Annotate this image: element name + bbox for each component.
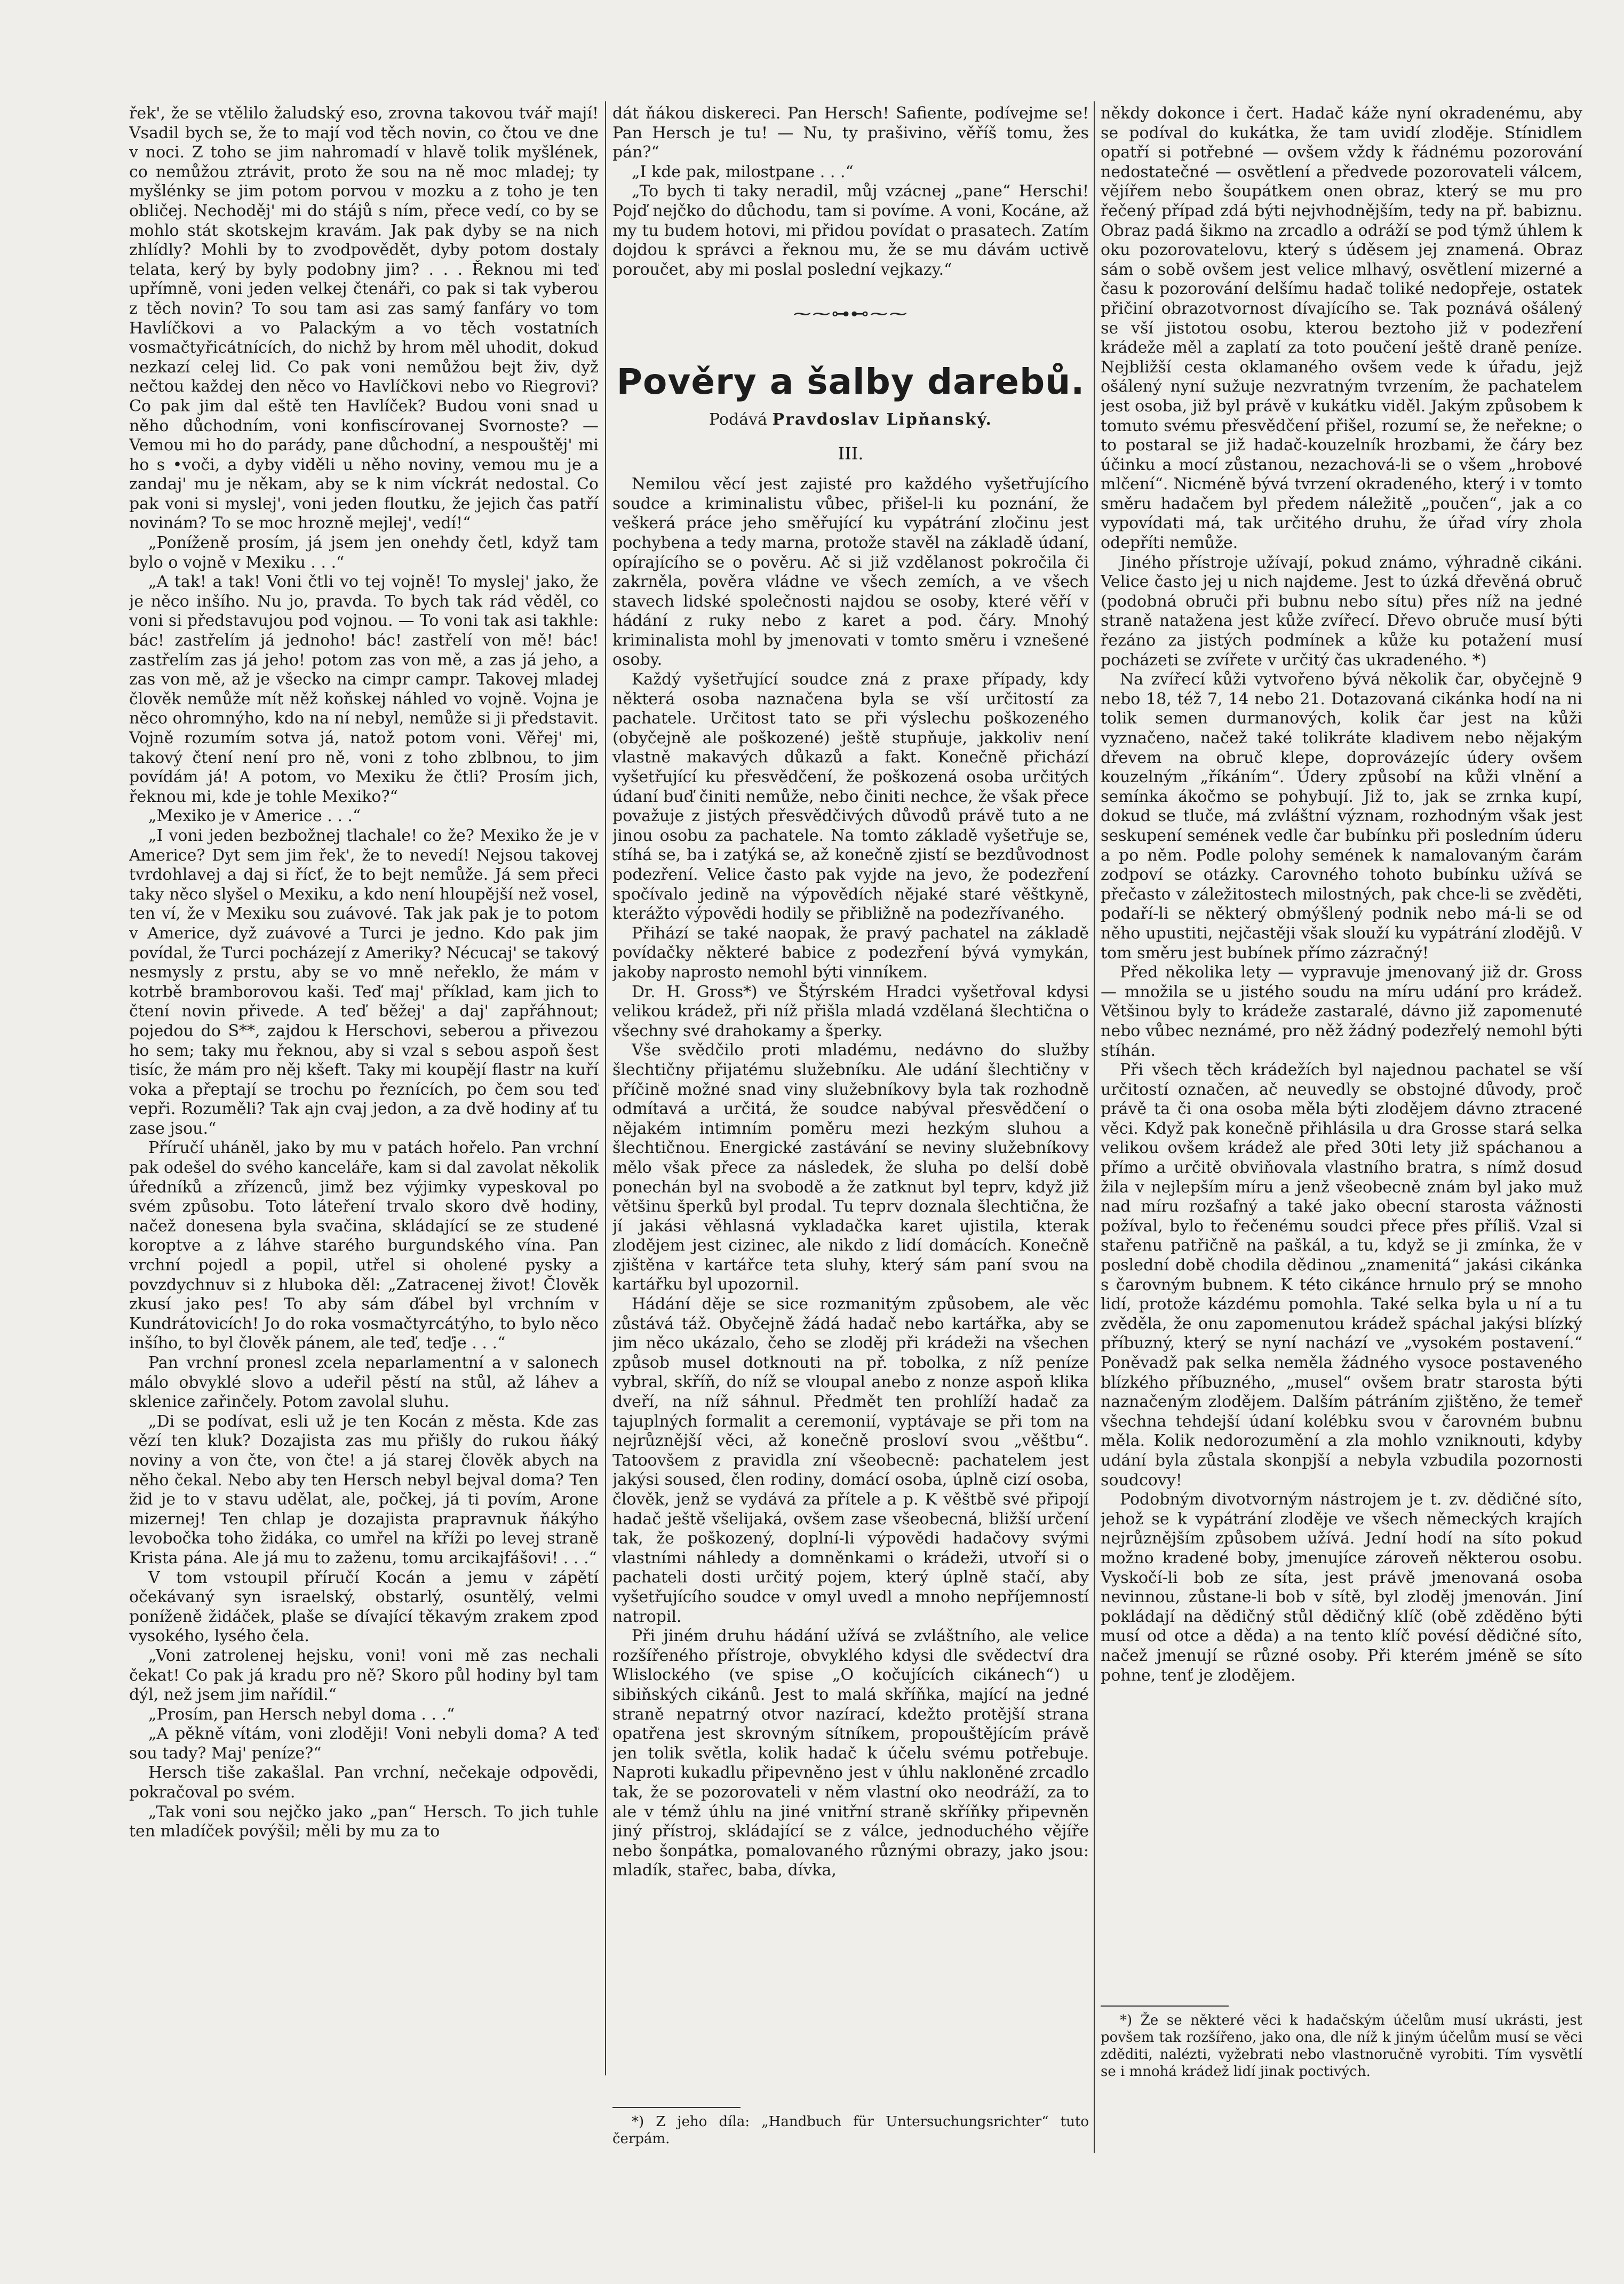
article-title: Pověry a šalby darebů. [616, 361, 1085, 402]
column-2 [612, 104, 1089, 2147]
paragraph: Nemilou věcí jest zajisté pro každého vyšetřujícího soudce a kriminalistu vůbec, přišel-li ku poznání, že veškerá práce jeho směřující ku vypátrání zločinu jest pochybena a tedy marna, protože stavěl na základě údaní, opírajícího se o pověru. Ač si již vzdělanost pokročila či zakrněla, pověra vládne ve všech zemích, a ve všech stavech lidské společnosti najdou se osoby, které věří v hádání z ruky nebo z karet a pod. čáry. Mnohý kriminalista mohl by jmenovati v tomto směru i vznešené osoby. [612, 475, 1089, 670]
column-3 [1101, 104, 1582, 2147]
column-divider-2 [1094, 101, 1095, 2153]
paragraph: někdy dokonce i čert. Hadač káže nyní okradenému, aby se podíval do kukátka, že tam uvidí zloděje. Stínidlem opatří si potřebné — ovšem vždy k řádnému pozorování nedostatečné — osvětlení a předvede pozorovateli válcem, vějířem nebo šoupátkem onen obraz, který se mu pro řečený případ zdá býti nejvhodnějším, tedy na př. babiznu. Obraz padá šikmo na zrcadlo a odráží se pod týmž úhlem k oku pozorovatelovu, který s úděsem jej znamená. Obraz sám o sobě ovšem jest velice mlhavý, osvětlení mizerné a času k pozorování delšímu hadač toliké nedopřeje, ostatek přičiní obrazotvornost dívajícího se. Tak poznává ošálený se vší jistotou osobu, kterou beztoho již v podezření krádeže měl a zaplatí za toto poučení ještě draně peníze. Nejbližší cesta oklamaného ovšem vede k úřadu, jejž ošálený nyní sužuje nezvratným tvrzením, že pachatelem jest osoba, již byl právě v kukátku viděl. Jakým způsobem k tomuto svému přesvědčení přišel, rozumí se, že neřekne; o to postaral se již hadač-kouzelník hrozbami, že čáry bez účinku a mocí zůstanou, nezachová-li se o všem „hrobové mlčení“. Nicméně bývá tvrzení okradeného, který i v tomto směru hadačem byl předem náležitě „poučen“, jak a co vypovídati má, tak určitého druhu, že úřad víry zhola odepříti nemůže. [1101, 104, 1582, 553]
paragraph: Jiného přístroje užívají, pokud známo, výhradně cikáni. Velice často jej u nich najdeme. Jest to úzká dřevěná obruč (podobná obruči při bubnu nebo sítu) přes níž na jedné straně natažena jest kůže zvířecí. Dřevo obruče musí býti řezáno za jistých podmínek a kůže ku potažení musí pocházeti se zvířete v určitý čas ukradeného. *) [1101, 553, 1582, 670]
paragraph: dát ňákou diskereci. Pan Hersch! Safiente, podívejme se! Pan Hersch je tu! — Nu, ty prašivino, věříš tomu, žes pán?“ [612, 104, 1089, 162]
paragraph: Každý vyšetřující soudce zná z praxe případy, kdy některá osoba naznačena byla se vší určitostí za pachatele. Určitost tato se při výslechu poškozeného (obyčejně ale poškozené) ještě stupňuje, jakkoliv není vlastně makavých důkazů a fakt. Konečně přichází vyšetřující ku přesvědčení, že poškozená osoba určitých údaní buď činiti nemůže, nebo činiti nechce, že však přece považuje z jistých přesvědčivých důvodů právě tuto a ne jinou osobu za pachatele. Na tomto základě vyšetřuje se, stíhá se, ba i zatýká se, až konečně zjistí se bezdůvodnost podezření. Velice často pak vyjde na jevo, že podezření spočívalo jedině na výpovědích nějaké staré věštkyně, kterážto výpovědi hodily se přibližně na podezřívaného. [612, 670, 1089, 924]
paragraph: „Poníženě prosím, já jsem jen onehdy četl, když tam bylo o vojně v Mexiku . . .“ [129, 534, 599, 572]
paragraph: řek', že se vtělilo žaludský eso, zrovna takovou tvář mají! Vsadil bych se, že to mají vod těch novin, co čtou ve dne v noci. Z toho se jim nahromadí v hlavě tolik myšlének, co nemůžou ztrávit, proto že sou na ně moc mladej; ty myšlénky se jim potom porvou v mozku a z toho je ten obličej. Nechoděj' mi do stájů s ním, přece vedí, co by se mohlo stát skotskejm kravám. Jak pak dyby se na nich zhlídly? Mohli by to zvodpovědět, dyby potom dostaly telata, kerý by byly podobny jim? . . . Řeknou mi teď upřímně, voni jeden velkej čtenáři, co pak si tak vyberou z těch novin? To sou tam asi zas samý fanfáry vo tom Havlíčkovi a vo Palackým a vo těch vostatních vosmačtyřicátnících, do nichž by hrom měl uhodit, dokud nezkazí celej lid. Co pak voni nemůžou bejt živ, dyž nečtou každej den něco vo Havlíčkovi nebo vo Riegrovi? Co pak jim dal eště ten Havlíček? Budou voni snad u něho důchodním, voni konfiscírovanej Svornoste? — Vemou mi ho do parády, pane důchodní, a nespouštěj' mi ho s •voči, a dyby viděli u něho noviny, vemou mu je a zandaj' mu je někam, aby se k nim víckrát nedostal. Co pak voni si myslej', voni jeden floutku, že jejich čas patří novinám? To se moc hrozně mejlej', vedí!“ [129, 104, 599, 533]
paragraph: Vše svědčilo proti mladému, nedávno do služby šlechtičny přijatému služebníku. Ale udání šlechtičny v příčině možné snad viny služebníkovy byla tak rozhodně odmítavá a určitá, že soudce nabýval přesvědčení o nějakém intimním poměru mezi hezkým sluhou a šlechtičnou. Energické zastávání se neviny služebníkovy mělo však přece za následek, že sluha po delší době ponechán byl na svobodě a že zatknut byl teprv, když již většinu šperků byl prodal. Tu teprv doznala šlechtična, že jí jakási věhlasná vykladačka karet ujistila, kterak zlodějem jest cizinec, ale nikdo z lidí domácích. Konečně zjištěna v kartářce tetа sluhy, který sám paní svou na kartářku byl upozornil. [612, 1041, 1089, 1294]
paragraph: „To bych ti taky neradil, můj vzácnej „pane“ Herschi! Pojď nejčko do důchodu, tam si povíme. A voni, Kocáne, až my tu budem hotovi, mi přidou povídat o prasatech. Zatím dojdou k správci a řeknou mu, že se mu dávám uctivě poroučet, aby mi poslal poslední vejkazy.“ [612, 182, 1089, 279]
paragraph: Hersch tiše zakašlal. Pan vrchní, nečekaje odpovědi, pokračoval po svém. [129, 1763, 599, 1802]
paragraph: Na zvířecí kůži vytvořeno bývá několik čar, obyčejně 9 nebo 18, též 7, 14 nebo 21. Dotazovaná cikánka hodí na ni tolik semen durmanových, kolik čar jest na kůži vyznačeno, načež také tolikráte kladivem nebo nějakým dřevem na obruč klepe, doprovázejíc údery ovšem kouzelným „říkáním“. Údery způsobí na kůži vlnění a semínka ákočmo se pohybují. Již to, jak se zrnka kupí, dokud se tluče, má zvláštní význam, rozhodným však jest seskupení semének vedle čar bubínku při posledním úderu a po něm. Podle polohy semének k namalovaným čarám zodpoví se otázky. Carovného tohoto bubínku užívá se přečasto v záležitostech milostných, pak chce-li se zvěděti, podaří-li se některý obmýšlený podnik nebo má-li se od něho upustiti, nejčastěji však slouží ku vypátrání zlodějů. V tom směru jest bubínek přímo zázračný! [1101, 670, 1582, 962]
paragraph: „Mexiko je v Americe . . .“ [148, 807, 361, 826]
byline-prefix: Podává [709, 410, 767, 429]
byline-author: Pravdoslav Lipňanský. [772, 410, 992, 429]
column-divider-1 [605, 101, 606, 2075]
paragraph: Při jiném druhu hádání užívá se zvláštního, ale velice rozšířeného přístroje, obvyklého kdysi dle svědectví dra Wlislockého (ve spise „O kočujících cikánech“) u sibiňských cikánů. Jest to malá skříňka, mající na jedné straně nepatrný otvor nazírací, kdežto protější strana opatřena jest skrovným sítníkem, propouštějícím právě jen tolik světla, kolik hadač k účelu svému potřebuje. Naproti kukadlu připevněno jest v úhlu nakloněné zrcadlo tak, že se pozorovateli v něm vlastní oko neodráží, za to ale v témž úhlu na jiné vnitřní straně skříňky připevněn jiný přístroj, skládající se z válce, jednoduchého vějíře nebo šonpátka, pomalovaného různými obrazy, jako jsou: mladík, stařec, baba, dívka, [612, 1627, 1089, 1880]
paragraph: „A pěkně vítám, voni zloději! Voni nebyli doma? A teď sou tady? Maj' peníze?“ [129, 1724, 599, 1763]
paragraph: V tom vstoupil příručí Kocán a jemu v zápětí očekávaný syn israelský, obstarlý, osuntělý, velmi poníženě židáček, plaše se dívající těkavým zrakem zpod vysokého, lysého čela. [129, 1568, 599, 1646]
paragraph: Příručí uháněl, jako by mu v patách hořelo. Pan vrchní pak odešel do svého kanceláře, kam si dal zavolat několik úředníků a zřízenců, jimž bez výjimky vypeskoval po svém způsobu. Toto láteření trvalo skoro dvě hodiny, načež donesena byla svačina, skládající se ze studené koroptve a z láhve starého burgundského vína. Pan vrchní pojedl a popil, utřel si oholené pysky a povzdychnuv si z hluboka děl: „Zatracenej život! Člověk zkusí jako pes! To aby sám ďábel byl vrchním v Kundrátovicích! Jo do roka vosmačtyrcátýho, to bylo něco inšího, to byl člověk pánem, ale teď, teďje . . .“ [129, 1139, 599, 1353]
footnote: *) Z jeho díla: „Handbuch für Untersuchungsrichter“ tuto čerpám. [612, 2114, 1089, 2147]
paragraph: „Tak voni sou nejčko jako „pan“ Hersch. To jich tuhle ten mladíček povýšil; měli by mu za to [129, 1802, 599, 1841]
paragraph: Dr. H. Gross*) ve Štýrském Hradci vyšetřoval kdysi velikou krádež, při níž přišla mladá vzdělaná šlechtična o všechny své drahokamy a šperky. [612, 982, 1089, 1040]
paragraph: „Di se podívat, esli už je ten Kocán z města. Kde zas vězí ten kluk? Dozajista zas mu přišly do rukou ňáký noviny a von čte, von čte! a já starej člověk abych na něho čekal. Nebo aby ten Hersch nebyl bejval doma? Ten žid je to v stavu udělat, ale, počkej, já ti povím, Arone mizernej! Ten chlap je dozajista prapravnuk ňákýho levobočka toho židáka, co umřel na kříži po levej straně Krista pána. Ale já mu to zaženu, tomu arcikajfášovi! . . .“ [129, 1412, 599, 1567]
article-byline [612, 410, 1089, 430]
paragraph: Pan vrchní pronesl zcela neparlamentní a v salonech málo obvyklé slovo a udeřil pěstí na stůl, až láhev a sklenice zařinčely. Potom zavolal sluhu. [129, 1354, 599, 1412]
paragraph: Hádání děje se sice rozmanitým způsobem, ale věc zůstává táž. Obyčejně žádá hadač nebo kartářka, aby se jim něco ukázalo, čeho se zloděj při krádeži na všechen způsob musel dotknouti na př. tobolka, z níž peníze vybral, skříň, do níž se vloupal anebo z nonze aspoň klika dveří, na níž sáhnul. Předmět ten prohlíží hadač za tajuplných formalit a ceremonií, vyptávaje se při tom na nejrůznější věci, až konečně prosloví svou „věštbu“. Tatoovšem z pravidla zní všeobecně: pachatelem jest jakýsi soused, člen rodiny, domácí osoba, úplně cizí osoba, člověk, jenž se vydává za přítele a p. K věštbě své připojí hadač ještě všelijaká, ovšem zase všeobecná, bližší určení tak, že poškozený, doplní-li výpovědi hadačovy svými vlastními náhledy a domněnkami o krádeži, utvoří si o pachateli dosti určitý pojem, který úplně stačí, aby vyšetřujícího soudce v omyl uvedl a mnoho nepříjemností natropil. [612, 1295, 1089, 1626]
paragraph: „I kde pak, milostpane . . .“ [632, 162, 854, 181]
paragraph: Přihází se také naopak, že pravý pachatel na základě povídačky některé babice z podezření bývá vymykán, jakoby naprosto nemohl býti vinníkem. [612, 924, 1089, 982]
footnote: *) Že se některé věci k hadačským účelům musí ukrásti, jest povšem tak rozšířeno, jako ona, dle níž k jiným účelům musí se věci zděditi, nalézti, vyžebrati nebo vlastnoručně vyrobiti. Tím vysvětlí se i mnohá krádež lidí jinak poctivých. [1101, 2012, 1582, 2080]
paragraph: Při všech těch krádežích byl najednou pachatel se vší určitostí označen, ač neuvedly se obstojné důvody, proč právě ta či ona osoba měla býti zlodějem dávno ztracené věci. Když pak konečně přihlásila u dra Grosse stará selka velikou ovšem krádež ale před 30ti lety již spáchanou a přímo a určitě obviňovala vlastního bratra, s nímž dosud žila v nejlepším míru a jenž všeobecně znám byl jako muž nad míru rozšafný a také jako obecní starosta vážnosti požíval, bylo to řečenému soudci přece přes příliš. Vzal si stařenu patřičně na paškál, a tu, když se ji zmínka, že v poslední době chodila dědinou „znamenitá“ jakási cikánka s čarovným bubnem. K této cikánce hrnulo prý se mnoho lidí, protože kázdému pomohla. Také selka byla u ní a tu zvěděla, že onu zapomenutou krádež spáchal jakýsi blízký příbuzný, který se nyní nachází ve „vysokém postavení.“ Poněvadž pak selka neměla žádného vysoce postaveného blízkého příbuzného, „musel“ ovšem bratr starosta býti naznačeným zlodějem. Dalším pátráním zjištěno, že temeř všechna tehdejší údaní kolébku svou v čarovném bubnu měla. Kolik nedorozumění a zla mohlo vzniknouti, kdyby udání byla zůstala skonpjší a nebyla vzbudila pozornosti soudcovy! [1101, 1061, 1582, 1490]
paragraph: Podobným divotvorným nástrojem je t. zv. dědičné síto, jehož se k vypátrání zloděje ve všech německých krajích nejrůznějším způsobem užívá. Jední hodí na síto pokud možno kradené boby, jmenujíce zároveň některou osobu. Vyskočí-li bob ze síta, jest právě jmenovaná osoba nevinnou, zůstane-li bob v sítě, byl zloděj jmenován. Jiní pokládají na dědičný stůl dědičný klíč (obě zděděno býti musí od otce a děda) a na tento klíč povésí dědičné síto, načež jmenují se různé osoby. Při kterém jméně se síto pohne, tenť je zlodějem. [1101, 1490, 1582, 1685]
paragraph: „Prosím, pan Hersch nebyl doma . . .“ [148, 1705, 455, 1724]
footnote-block [612, 2099, 1089, 2147]
footnote-rule [1101, 2006, 1229, 2007]
part-number: III. [838, 443, 864, 464]
paragraph: Před několika lety — vypravuje jmenovaný již dr. Gross — množila se u jistého soudu na míru udání pro krádež. Většinou byly to krádeže zastaralé, dávno již zapomenuté nebo vůbec neznámé, pro něž žádný podezřelý nemohl býti stíhán. [1101, 963, 1582, 1060]
paragraph: „A tak! a tak! Voni čtli vo tej vojně! To myslej' jako, že je něco inšího. Nu jo, pravda. To bych tak rád věděl, co voni si představujou pod vojnou. — To voni tak asi takhle: bác! zastřelím já jednoho! bác! zastřelí von mě! bác! zastřelím zas já jeho! potom zas von mě, a zas já jeho, a zas von mě, až je všecko na cimpr campr. Takovej mladej člověk nemůže mít něž koňskej náhled vo vojně. Vojna je něco ohromnýho, kdo na ní nebyl, nemůže si ji představit. Vojně rozumím sotva já, natož potom voni. Věřej' mi, takový čtení není pro ně, voni z toho zblbnou, to jim povídám já! A potom, vo Mexiku že čtli? Prosím jich, řeknou mi, kde je tohle Mexiko?“ [129, 572, 599, 806]
section-ornament: ⁓⁓⊶⊷⁓⁓ [793, 303, 909, 325]
footnote-block [1101, 1998, 1582, 2080]
footnote-rule [612, 2107, 741, 2108]
column-1 [129, 104, 599, 2147]
paragraph: „I voni jeden bezbožnej tlachale! co že? Mexiko že je v Americe? Dyt sem jim řek', že to nevedí! Nejsou takovej tvrdohlavej a daj si řícť, že to bejt nemůže. Já sem přeci taky něco slyšel o Mexiku, a kdo není hloupější než vosel, ten ví, že v Mexiku sou zuávové. Tak jak pak je to potom v Americe, dyž zuávové a Turci je jedno. Kdo pak jim povídal, že Turci pocházejí z Ameriky? Nécucaj' se takový nesmysly z prstu, aby se vo mně neřeklo, že mám v kotrbě bramborovou kaši. Teď maj' příklad, kam jich to čtení novin přivede. A teď běžej' a daj' zapřáhnout; pojedou do S**, zajdou k Herschovi, seberou a přivezou ho sem; taky mu řeknou, aby si vzal s sebou aspoň šest tisíc, že mám pro něj kšeft. Taky mi koupějí flastr na kuří voka a přeptají se trochu po řeznících, po čem sou teď vepři. Rozuměli? Tak ajn cvaj jedon, a za dvě hodiny ať tu zase jsou.“ [129, 826, 599, 1138]
paragraph: „Voni zatrolenej hejsku, voni! voni mě zas nechali čekat! Co pak já kradu pro ně? Skoro půl hodiny byl tam dýl, než jsem jim nařídil.“ [129, 1646, 599, 1705]
